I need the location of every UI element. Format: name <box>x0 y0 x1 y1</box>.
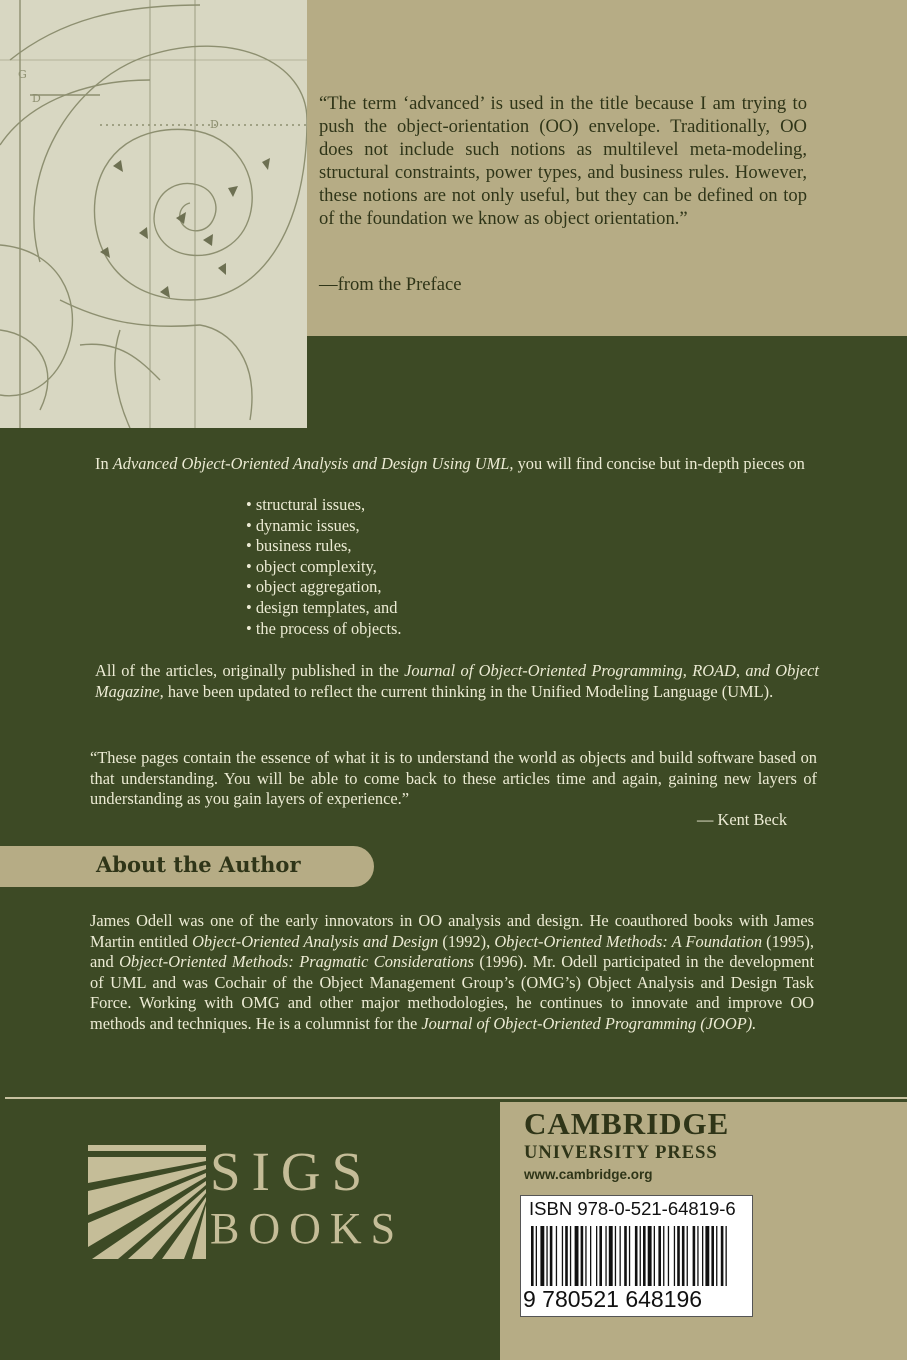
journal-names: Journal of Object-Oriented Programming, ROAD, and Object Magazine, <box>95 661 819 701</box>
topic-item: • the process of objects. <box>246 618 402 638</box>
publisher-press: UNIVERSITY PRESS <box>524 1143 718 1163</box>
preface-attribution: —from the Preface <box>319 274 462 295</box>
articles-prefix: All of the articles, originally published in the <box>95 661 405 680</box>
imprint-books: BOOKS <box>210 1204 405 1253</box>
topic-item: • object aggregation, <box>246 577 382 597</box>
intro-paragraph <box>95 454 815 475</box>
publisher-name: CAMBRIDGE <box>524 1106 730 1141</box>
articles-suffix: have been updated to reflect the current thinking in the Unified Modeling Language (UML). <box>163 681 774 701</box>
isbn-label: ISBN 978-0-521-64819-6 <box>529 1198 736 1219</box>
bio-book-title: Object-Oriented Analysis and Design <box>192 931 439 951</box>
endorsement-quote: “These pages contain the essence of what it is to understand the world as objects and build software based on that understanding. You will be able to come back to these articles time and again, gaining new layers of understanding as you gain layers of experience.” <box>90 748 817 809</box>
book-title: Advanced Object-Oriented Analysis and Design Using UML, <box>112 454 514 473</box>
topic-item: • object complexity, <box>246 556 377 576</box>
topic-item: • dynamic issues, <box>246 515 360 535</box>
isbn-barcode <box>520 1195 753 1317</box>
about-heading: About the Author <box>96 852 301 877</box>
preface-quote: “The term ‘advanced’ is used in the title because I am trying to push the object-orientation (OO) envelope. Traditionally, OO does not include such notions as multilevel meta-modeling, structural constraints, power types, and business rules. However, these notions are not only useful, but they can be defined on top of the foundation we know as object orientation.” <box>319 93 807 229</box>
bio-book-title: Object-Oriented Methods: A Foundation <box>494 931 763 951</box>
bio-book-title: Object-Oriented Methods: Pragmatic Considerations <box>119 952 474 972</box>
preface-quote-panel <box>307 0 907 336</box>
bio-text: (1992), <box>438 931 495 951</box>
bio-text: (1996). Mr. Odell participated in the development of UML and was Cochair of the Object Management Group’s (OMG’s) Object Analysis and Design Task Force. Working with OMG and other major methodologies, he continues to innovate and improve OO methods and techniques. He is a columnist for the <box>90 952 814 1033</box>
bio-journal-title: Journal of Object-Oriented Programming (JOOP). <box>421 1013 757 1033</box>
author-bio <box>90 911 814 1035</box>
topic-list <box>246 495 402 639</box>
articles-paragraph <box>95 661 819 702</box>
spiral-drawing-icon <box>0 0 307 428</box>
publisher-panel <box>500 1102 907 1360</box>
intro-prefix: In <box>95 454 113 473</box>
sigs-sunburst-logo-icon <box>88 1143 206 1261</box>
barcode-icon <box>531 1226 743 1286</box>
isbn-digits: 9 780521 648196 <box>523 1286 703 1312</box>
endorsement-attribution: — Kent Beck <box>697 810 788 829</box>
bio-text: (1995), and <box>90 931 814 972</box>
bio-text: James Odell was one of the early innovators in OO analysis and design. He coauthored books with James Martin entitled <box>90 911 814 951</box>
topic-item: • structural issues, <box>246 495 366 514</box>
svg-text:D: D <box>210 118 219 131</box>
intro-suffix: you will find concise but in-depth pieces on <box>513 454 805 473</box>
imprint-sigs: SIGS <box>210 1141 374 1202</box>
svg-text:G: G <box>18 68 27 81</box>
publisher-url: www.cambridge.org <box>524 1167 653 1182</box>
divider-line <box>5 1097 907 1099</box>
topic-item: • business rules, <box>246 536 352 556</box>
nautilus-illustration <box>0 0 307 428</box>
topic-item: • design templates, and <box>246 597 398 617</box>
svg-text:D: D <box>32 92 41 105</box>
